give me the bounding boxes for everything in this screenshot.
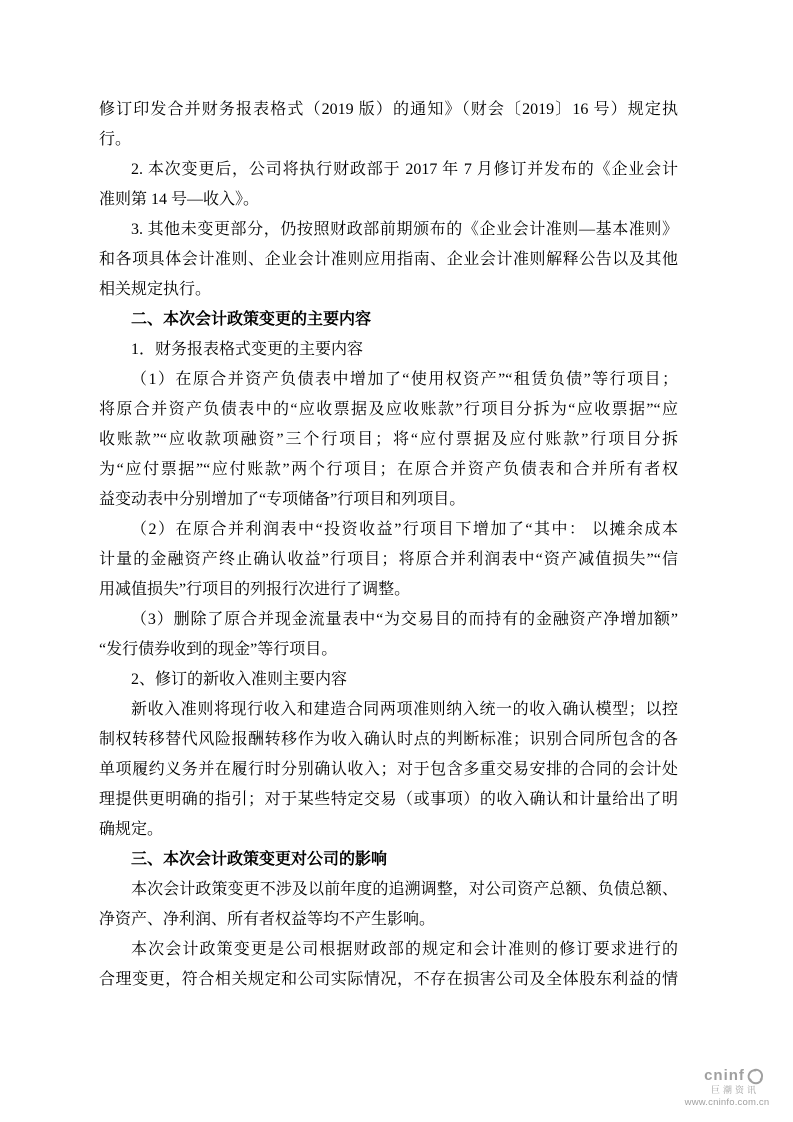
text-line: 理提供更明确的指引；对于某些特定交易（或事项）的收入确认和计量给出了明 [99, 791, 678, 808]
text-line: 单项履约义务并在履行时分别确认收入；对于包含多重交易安排的合同的会计处 [99, 761, 678, 778]
text-line: 本次会计政策变更是公司根据财政部的规定和会计准则的修订要求进行的 [131, 941, 678, 958]
text-line: 益变动表中分别增加了“专项储备”行项目和列项目。 [99, 491, 466, 508]
cninfo-swirl-icon [747, 1068, 764, 1085]
text-line: 1．财务报表格式变更的主要内容 [131, 341, 364, 358]
text-line: 合理变更，符合相关规定和公司实际情况，不存在损害公司及全体股东利益的情 [99, 971, 678, 988]
section-heading: 三、本次会计政策变更对公司的影响 [131, 851, 388, 868]
text-line: 计量的金融资产终止确认收益”行项目；将原合并利润表中“资产减值损失”“信 [99, 551, 678, 568]
text-line: 修订印发合并财务报表格式（2019 版）的通知》（财会〔2019〕16 号）规定执 [99, 101, 678, 118]
text-line: 行。 [99, 131, 132, 148]
text-line: 为“应付票据”“应付账款”两个行项目；在原合并资产负债表和合并所有者权 [99, 461, 678, 478]
document-body [99, 95, 678, 995]
text-line: 准则第 14 号—收入》。 [99, 191, 260, 208]
text-line: 2、修订的新收入准则主要内容 [131, 671, 348, 688]
text-line: 净资产、净利润、所有者权益等均不产生影响。 [99, 911, 436, 928]
cninfo-brand-text: cninf [704, 1066, 745, 1084]
text-line: 3. 其他未变更部分，仍按照财政部前期颁布的《企业会计准则—基本准则》 [131, 221, 678, 238]
cninfo-url: www.cninfo.com.cn [684, 1096, 770, 1108]
text-line: 确规定。 [99, 821, 164, 838]
cninfo-brand-chinese: 巨潮资讯 [710, 1084, 759, 1095]
text-line: “发行债券收到的现金”等行项目。 [99, 641, 338, 658]
text-line: （2）在原合并利润表中“投资收益”行项目下增加了“其中： 以摊余成本 [131, 521, 678, 538]
text-line: 2. 本次变更后，公司将执行财政部于 2017 年 7 月修订并发布的《企业会计 [131, 161, 678, 178]
text-line: 新收入准则将现行收入和建造合同两项准则纳入统一的收入确认模型；以控 [131, 701, 678, 718]
text-line: 制权转移替代风险报酬转移作为收入确认时点的判断标准；识别合同所包含的各 [99, 731, 678, 748]
text-line: 相关规定执行。 [99, 281, 212, 298]
text-line: 和各项具体会计准则、企业会计准则应用指南、企业会计准则解释公告以及其他 [99, 251, 678, 268]
cninfo-brand-row [693, 1068, 775, 1085]
text-line: 收账款”“应收款项融资”三个行项目；将“应付票据及应付账款”行项目分拆 [99, 431, 678, 448]
text-line: 本次会计政策变更不涉及以前年度的追溯调整，对公司资产总额、负债总额、 [131, 881, 678, 898]
text-line: 将原合并资产负债表中的“应收票据及应收账款”行项目分拆为“应收票据”“应 [99, 401, 678, 418]
text-line: 用减值损失”行项目的列报行次进行了调整。 [99, 581, 411, 598]
cninfo-logo [679, 1068, 775, 1108]
section-heading: 二、本次会计政策变更的主要内容 [131, 311, 372, 328]
text-line: （3）删除了原合并现金流量表中“为交易目的而持有的金融资产净增加额” [131, 611, 678, 628]
text-line: （1）在原合并资产负债表中增加了“使用权资产”“租赁负债”等行项目； [131, 371, 678, 388]
